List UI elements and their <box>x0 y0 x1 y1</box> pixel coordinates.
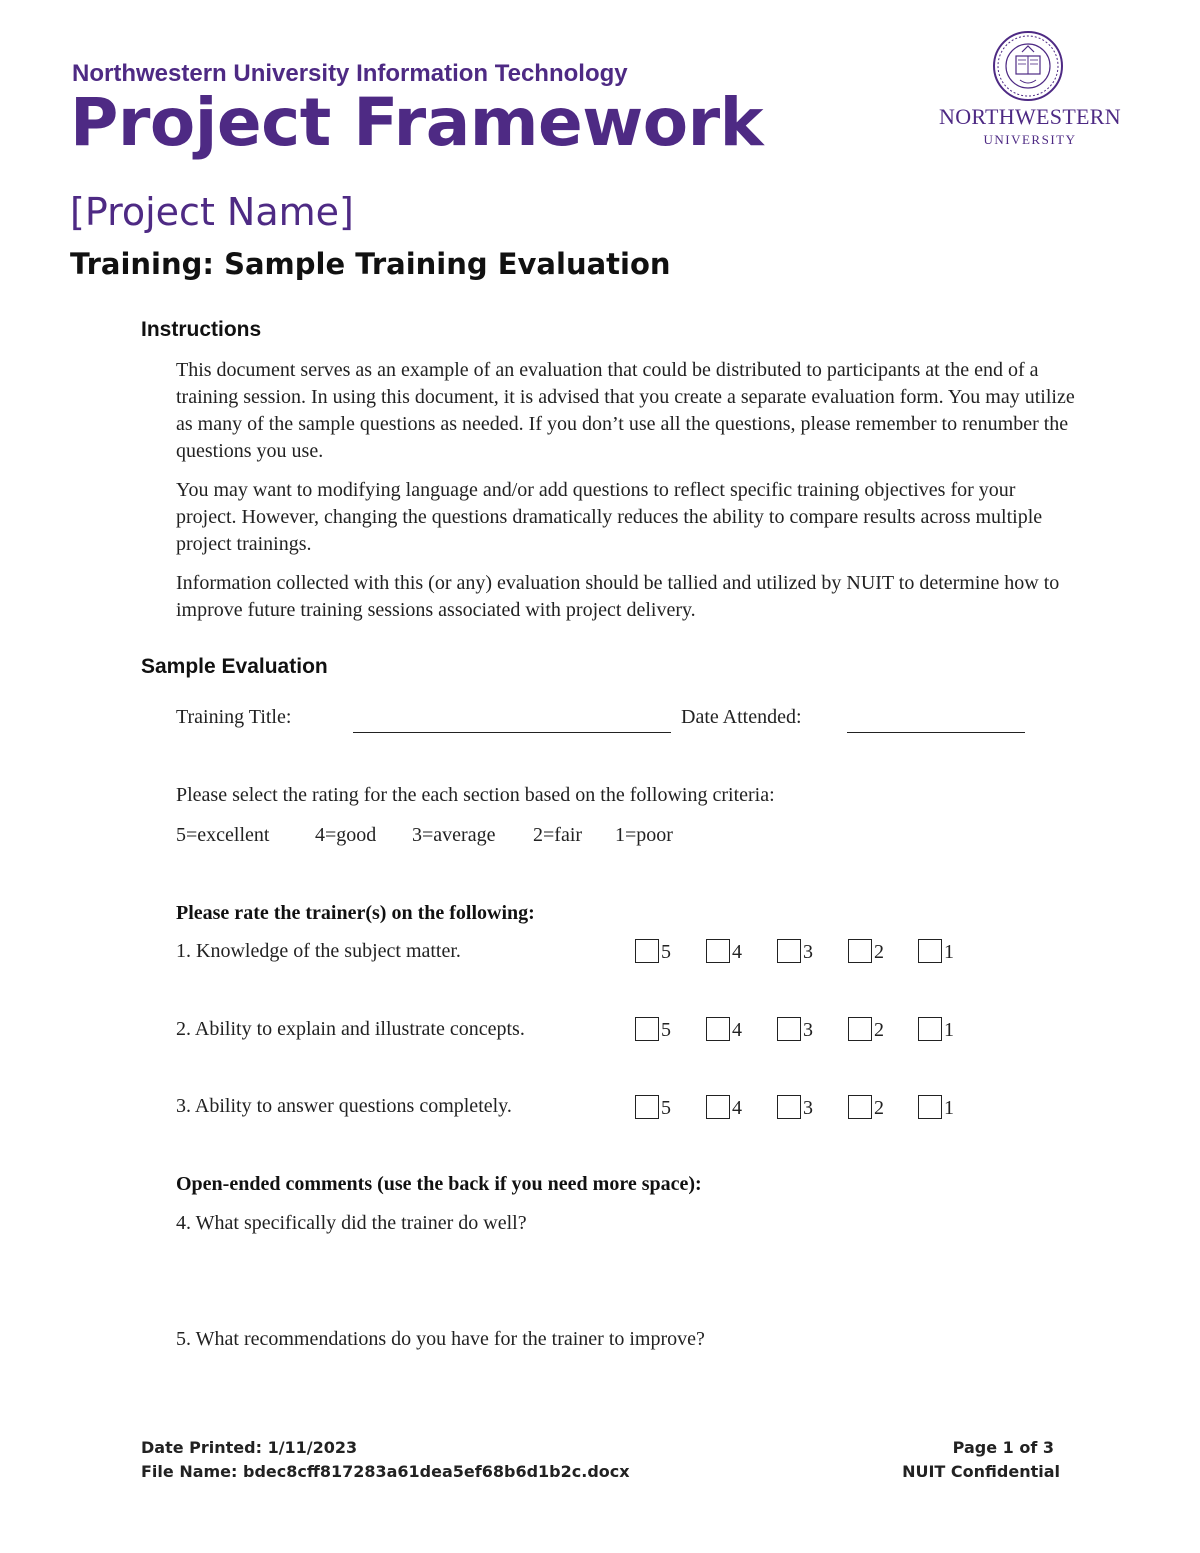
checkbox[interactable] <box>918 939 942 963</box>
checkbox[interactable] <box>848 1017 872 1041</box>
option-label: 5 <box>661 941 671 963</box>
q1-option-5[interactable] <box>635 939 683 967</box>
date-attended-label: Date Attended: <box>681 706 802 728</box>
date-attended-field[interactable] <box>847 732 1025 733</box>
checkbox[interactable] <box>848 1095 872 1119</box>
criteria-2: 2=fair <box>533 824 583 846</box>
open-ended-heading: Open-ended comments (use the back if you need more space): <box>176 1173 702 1195</box>
training-title-field[interactable] <box>353 732 671 733</box>
option-label: 2 <box>874 1097 884 1119</box>
option-label: 4 <box>732 1019 742 1041</box>
checkbox[interactable] <box>635 939 659 963</box>
q3-option-1[interactable] <box>918 1095 966 1123</box>
checkbox[interactable] <box>706 939 730 963</box>
sample-evaluation-heading: Sample Evaluation <box>141 655 328 678</box>
checkbox[interactable] <box>918 1017 942 1041</box>
criteria-1: 1=poor <box>615 824 673 846</box>
option-label: 3 <box>803 941 813 963</box>
option-label: 3 <box>803 1019 813 1041</box>
q2-option-1[interactable] <box>918 1017 966 1045</box>
option-label: 1 <box>944 1097 954 1119</box>
option-label: 2 <box>874 1019 884 1041</box>
q3-option-4[interactable] <box>706 1095 754 1123</box>
checkbox[interactable] <box>635 1095 659 1119</box>
checkbox[interactable] <box>635 1017 659 1041</box>
university-seal-icon <box>992 30 1064 102</box>
checkbox[interactable] <box>777 939 801 963</box>
q1-option-3[interactable] <box>777 939 825 967</box>
option-label: 4 <box>732 1097 742 1119</box>
q2-option-5[interactable] <box>635 1017 683 1045</box>
checkbox[interactable] <box>848 939 872 963</box>
trainer-rating-heading: Please rate the trainer(s) on the following: <box>176 902 535 924</box>
header-title: Project Framework <box>70 84 764 161</box>
question-2: 2. Ability to explain and illustrate concepts. <box>176 1018 525 1040</box>
option-label: 1 <box>944 1019 954 1041</box>
instructions-paragraph-2: You may want to modifying language and/or add questions to reflect specific training objectives for your project. However, changing the questions dramatically reduces the ability to compare results across multiple project trainings. <box>176 479 1043 555</box>
q3-option-5[interactable] <box>635 1095 683 1123</box>
q3-option-3[interactable] <box>777 1095 825 1123</box>
document-title: Training: Sample Training Evaluation <box>70 247 671 281</box>
instructions-paragraph-1: This document serves as an example of an evaluation that could be distributed to participants at the end of a training session. In using this document, it is advised that you create a separate evaluation form. You may utilize as many of the sample questions as needed. If you don’t use all the questions, please remember to renumber the questions you use. <box>176 359 1075 462</box>
q2-option-3[interactable] <box>777 1017 825 1045</box>
header-subtitle: Northwestern University Information Technology <box>72 60 628 87</box>
footer-date-printed: Date Printed: 1/11/2023 <box>141 1438 358 1457</box>
logo-subtitle: UNIVERSITY <box>983 132 1077 147</box>
logo-name: NORTHWESTERN <box>939 104 1121 129</box>
checkbox[interactable] <box>918 1095 942 1119</box>
checkbox[interactable] <box>777 1017 801 1041</box>
criteria-5: 5=excellent <box>176 824 270 846</box>
option-label: 2 <box>874 941 884 963</box>
checkbox[interactable] <box>777 1095 801 1119</box>
footer-confidential: NUIT Confidential <box>902 1462 1060 1481</box>
checkbox[interactable] <box>706 1017 730 1041</box>
question-4: 4. What specifically did the trainer do well? <box>176 1212 527 1234</box>
criteria-3: 3=average <box>412 824 496 846</box>
q2-option-2[interactable] <box>848 1017 896 1045</box>
rating-prompt: Please select the rating for the each section based on the following criteria: <box>176 784 775 806</box>
q3-option-2[interactable] <box>848 1095 896 1123</box>
q1-option-1[interactable] <box>918 939 966 967</box>
footer-file-name: File Name: bdec8cff817283a61dea5ef68b6d1b2c.docx <box>141 1462 630 1481</box>
q1-option-4[interactable] <box>706 939 754 967</box>
q1-option-2[interactable] <box>848 939 896 967</box>
question-1: 1. Knowledge of the subject matter. <box>176 940 461 962</box>
instructions-heading: Instructions <box>141 318 262 341</box>
q2-option-4[interactable] <box>706 1017 754 1045</box>
checkbox[interactable] <box>706 1095 730 1119</box>
project-name: [Project Name] <box>70 190 354 234</box>
option-label: 5 <box>661 1019 671 1041</box>
question-3: 3. Ability to answer questions completely. <box>176 1095 512 1117</box>
criteria-4: 4=good <box>315 824 377 846</box>
option-label: 1 <box>944 941 954 963</box>
northwestern-logo <box>932 30 1128 150</box>
question-5: 5. What recommendations do you have for the trainer to improve? <box>176 1328 705 1350</box>
option-label: 5 <box>661 1097 671 1119</box>
footer-page-number: Page 1 of 3 <box>952 1438 1054 1457</box>
option-label: 3 <box>803 1097 813 1119</box>
instructions-paragraph-3: Information collected with this (or any) evaluation should be tallied and utilized by NUIT to determine how to improve future training sessions associated with project delivery. <box>176 572 1060 621</box>
training-title-label: Training Title: <box>176 706 292 728</box>
option-label: 4 <box>732 941 742 963</box>
